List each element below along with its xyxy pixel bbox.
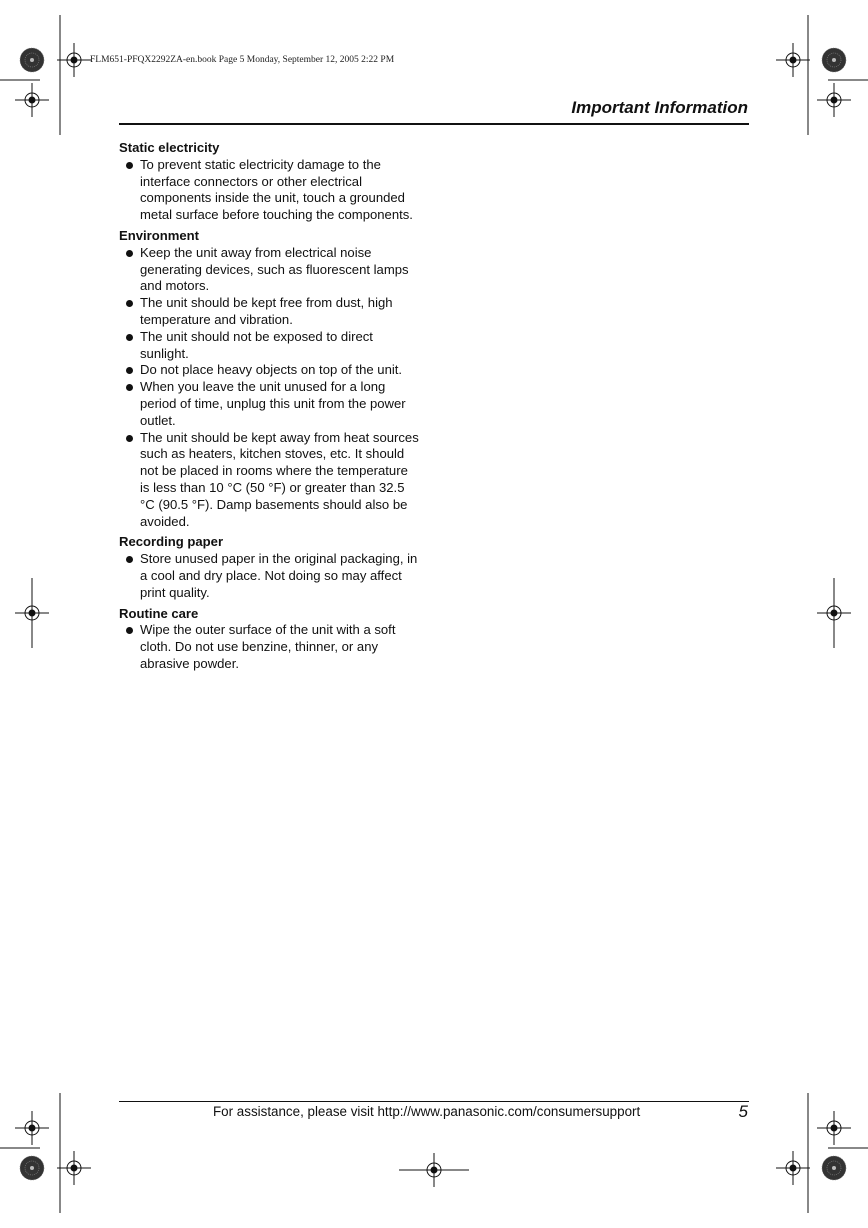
bullet-icon — [126, 435, 133, 442]
bullet-icon — [126, 250, 133, 257]
registration-starburst-icon — [20, 1156, 44, 1180]
section-title: Environment — [119, 227, 200, 243]
list-item — [119, 362, 419, 379]
main-content — [119, 140, 419, 677]
registration-target-icon — [15, 1111, 49, 1145]
list-item — [119, 551, 419, 601]
bullet-list — [119, 622, 419, 672]
bullet-list — [119, 245, 419, 531]
bullet-icon — [126, 162, 133, 169]
section-recording-paper — [119, 534, 419, 601]
bullet-icon — [126, 627, 133, 634]
registration-starburst-icon — [20, 48, 44, 72]
section-title: Static electricity — [119, 140, 220, 155]
bullet-icon — [126, 556, 133, 563]
section-title: Recording paper — [119, 534, 224, 550]
registration-target-icon — [776, 43, 810, 77]
registration-target-icon — [57, 1151, 91, 1185]
list-item-text: Keep the unit away from electrical noise generating devices, such as fluorescent lamps and motors. — [140, 244, 409, 294]
bullet-icon — [126, 334, 133, 341]
page-header-title: Important Information — [571, 98, 748, 117]
list-item-text: To prevent static electricity damage to the interface connectors or other electrical components inside the unit, touch a grounded metal surface before touching the components. — [140, 156, 413, 223]
list-item — [119, 430, 419, 531]
registration-starburst-icon — [822, 1156, 846, 1180]
list-item-text: When you leave the unit unused for a long period of time, unplug this unit from the power outlet. — [140, 379, 406, 428]
footer-divider — [119, 1101, 749, 1102]
registration-starburst-icon — [822, 48, 846, 72]
list-item-text: The unit should not be exposed to direct sunlight. — [140, 328, 373, 361]
footer-assistance-text: For assistance, please visit http://www.panasonic.com/consumersupport — [213, 1104, 641, 1119]
list-item — [119, 295, 419, 329]
list-item-text: Do not place heavy objects on top of the unit. — [140, 362, 403, 378]
list-item — [119, 245, 419, 295]
registration-target-icon — [15, 83, 49, 117]
bullet-icon — [126, 367, 133, 374]
list-item-text: The unit should be kept away from heat sources such as heaters, kitchen stoves, etc. It should not be placed in rooms where the temperature is less than 10 °C (50 °F) or greater than 32.5 °C (90.5 °F). Damp basements should also be avoided. — [140, 429, 419, 529]
list-item — [119, 157, 419, 224]
list-item-text: The unit should be kept free from dust, high temperature and vibration. — [140, 295, 393, 327]
section-static-electricity — [119, 140, 419, 224]
book-file-info: FLM651-PFQX2292ZA-en.book Page 5 Monday, September 12, 2005 2:22 PM — [90, 55, 395, 65]
section-environment — [119, 228, 419, 530]
list-item — [119, 622, 419, 672]
bullet-list — [119, 157, 419, 224]
list-item — [119, 379, 419, 429]
header-divider — [119, 123, 749, 125]
registration-target-icon — [776, 1151, 810, 1185]
section-title: Routine care — [119, 605, 199, 621]
registration-target-icon — [817, 1111, 851, 1145]
list-item-text: Wipe the outer surface of the unit with a soft cloth. Do not use benzine, thinner, or any abrasive powder. — [140, 622, 396, 671]
page-number: 5 — [738, 1102, 748, 1121]
registration-target-icon — [57, 43, 91, 77]
bullet-icon — [126, 300, 133, 307]
bullet-list — [119, 551, 419, 601]
list-item-text: Store unused paper in the original packaging, in a cool and dry place. Not doing so may affect print quality. — [140, 551, 418, 600]
section-routine-care — [119, 606, 419, 673]
bullet-icon — [126, 384, 133, 391]
registration-target-icon — [817, 83, 851, 117]
list-item — [119, 329, 419, 363]
